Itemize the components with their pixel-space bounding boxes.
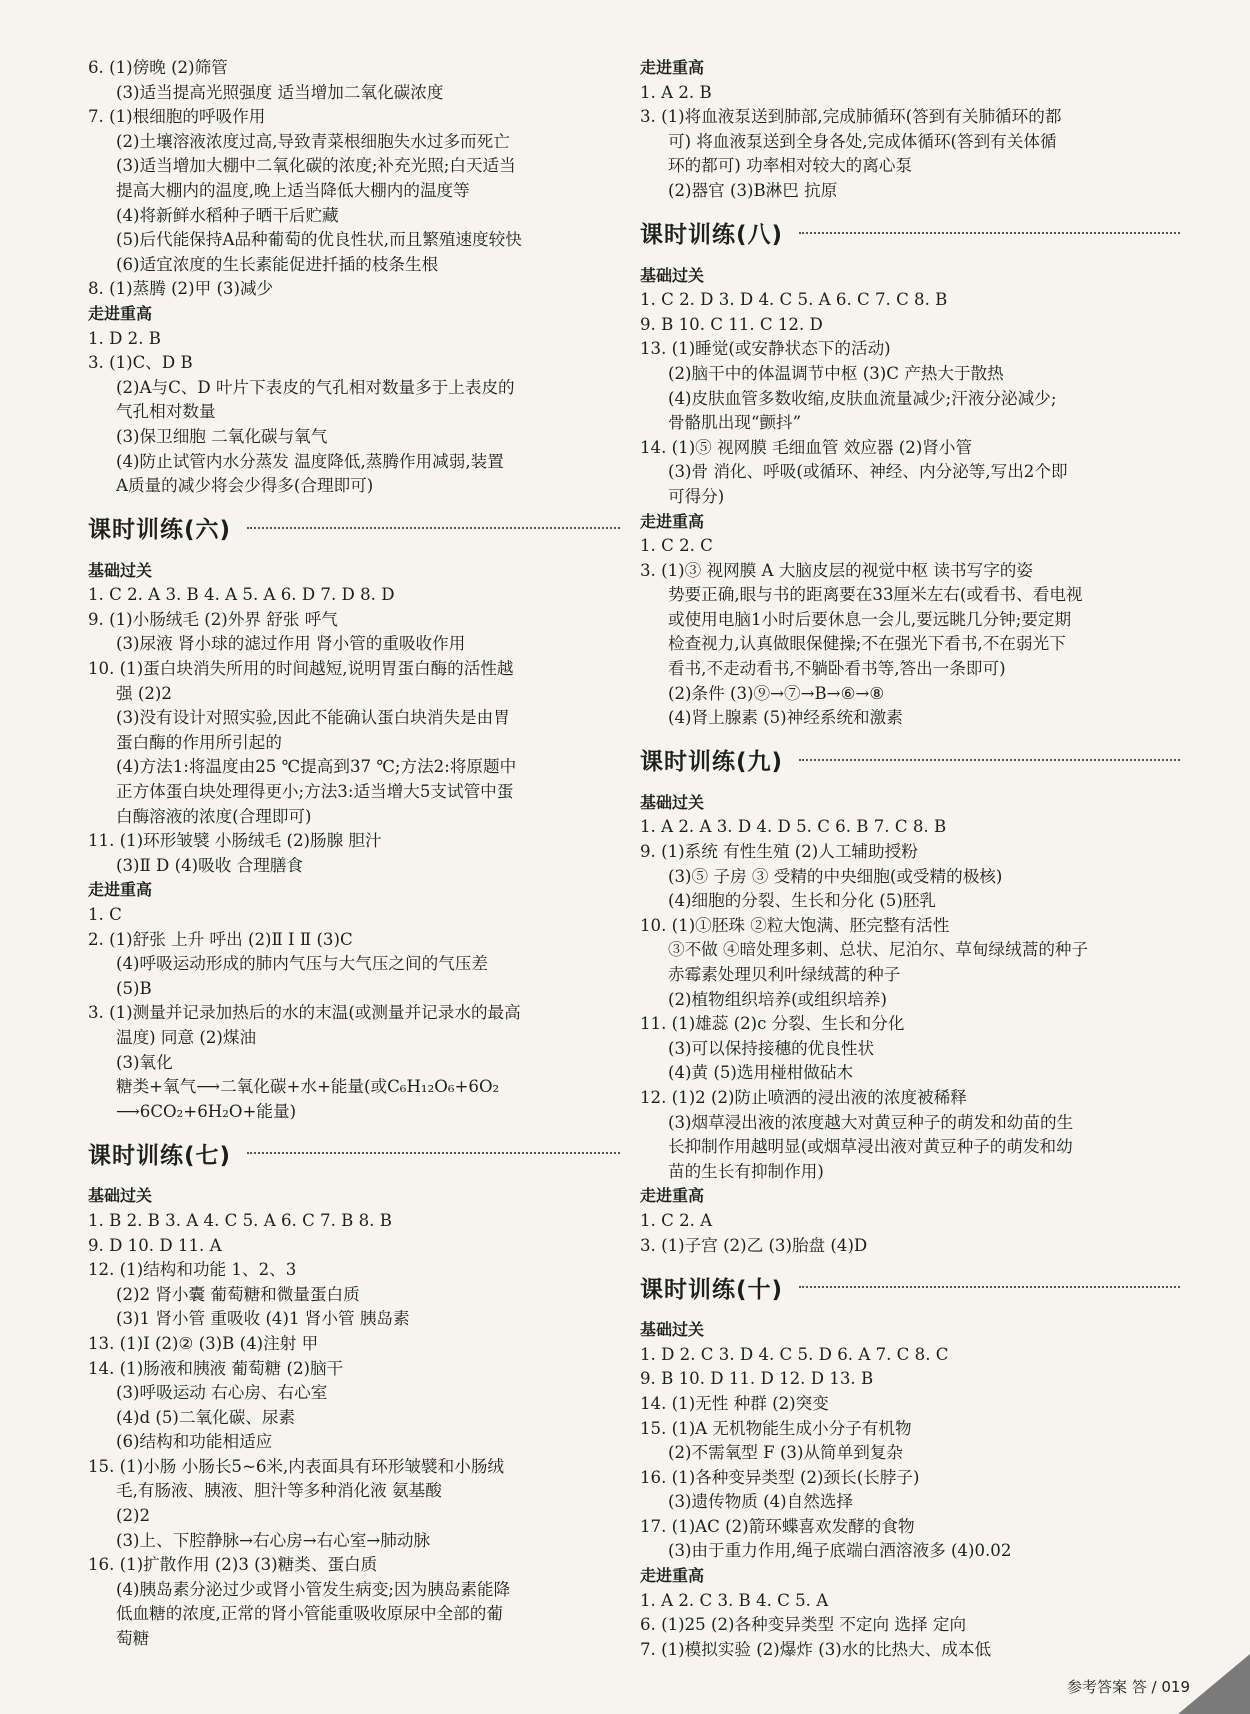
answer-line: 势要正确,眼与书的距离要在33厘米左右(或看书、看电视 xyxy=(668,585,1083,605)
answer-line: (3)尿液 肾小球的滤过作用 肾小管的重吸收作用 xyxy=(116,634,466,654)
answer-line: (3)适当提高光照强度 适当增加二氧化碳浓度 xyxy=(116,82,444,102)
answer-line: 1. D 2. B xyxy=(88,328,161,348)
answer-line: 1. D 2. C 3. D 4. C 5. D 6. A 7. C 8. C xyxy=(640,1344,949,1364)
answer-line: 毛,有肠液、胰液、胆汁等多种消化液 氨基酸 xyxy=(116,1481,442,1501)
answer-line: 提高大棚内的温度,晚上适当降低大棚内的温度等 xyxy=(116,180,470,200)
subsection-label: 走进重高 xyxy=(88,880,153,900)
answer-line: ③不做 ④暗处理多刺、总状、尼泊尔、草甸绿绒蒿的种子 xyxy=(668,940,1089,960)
answer-line: 1. B 2. B 3. A 4. C 5. A 6. C 7. B 8. B xyxy=(88,1210,392,1230)
answer-line: (4)防止试管内水分蒸发 温度降低,蒸腾作用减弱,装置 xyxy=(116,451,504,471)
answer-line: (2)条件 (3)⑨→⑦→B→⑥→⑧ xyxy=(668,683,885,703)
answer-line: (4)将新鲜水稻种子晒干后贮藏 xyxy=(116,205,339,225)
answer-line: 气孔相对数量 xyxy=(116,402,216,422)
answer-line: (5)后代能保持A品种葡萄的优良性状,而且繁殖速度较快 xyxy=(116,230,522,250)
answer-line: 14. (1)⑤ 视网膜 毛细血管 效应器 (2)肾小管 xyxy=(640,437,973,457)
subsection-label: 走进重高 xyxy=(88,303,153,323)
subsection-label: 走进重高 xyxy=(640,1566,705,1586)
section-heading-title: 课时训练(十) xyxy=(640,1276,784,1303)
answer-line: 12. (1)结构和功能 1、2、3 xyxy=(88,1260,297,1280)
section-heading-rule xyxy=(799,1286,1180,1288)
section-heading xyxy=(88,505,620,551)
answer-line: (3)保卫细胞 二氧化碳与氧气 xyxy=(116,426,328,446)
answer-line: (2)植物组织培养(或组织培养) xyxy=(668,989,887,1009)
answer-line: (5)B xyxy=(116,978,152,998)
subsection-label: 基础过关 xyxy=(88,560,153,580)
answer-line: 3. (1)子宫 (2)乙 (3)胎盘 (4)D xyxy=(640,1235,868,1255)
subsection-label: 走进重高 xyxy=(640,511,705,531)
answer-line: (3)由于重力作用,绳子底端白酒溶液多 (4)0.02 xyxy=(668,1541,1012,1561)
section-heading-rule xyxy=(247,527,620,529)
answer-line: (3)⑤ 子房 ③ 受精的中央细胞(或受精的极核) xyxy=(668,866,1003,886)
answer-line: (3)Ⅱ D (4)吸收 合理膳食 xyxy=(116,855,303,875)
answer-line: 赤霉素处理贝利叶绿绒蒿的种子 xyxy=(668,965,901,984)
answer-line: 3. (1)测量并记录加热后的水的末温(或测量并记录水的最高 xyxy=(88,1003,521,1023)
section-heading-title: 课时训练(六) xyxy=(88,517,232,544)
right-column xyxy=(640,56,1180,1662)
answer-line: (3)氧化 xyxy=(116,1052,173,1072)
answer-line: 7. (1)根细胞的呼吸作用 xyxy=(88,107,266,127)
answer-line: 8. (1)蒸腾 (2)甲 (3)减少 xyxy=(88,279,274,299)
answer-line: (4)细胞的分裂、生长和分化 (5)胚乳 xyxy=(668,891,937,911)
answer-line: (4)d (5)二氧化碳、尿素 xyxy=(116,1407,296,1427)
answer-line: (2)2 肾小囊 葡萄糖和微量蛋白质 xyxy=(116,1284,360,1304)
subsection-label: 基础过关 xyxy=(640,1320,705,1340)
answer-line: A质量的减少将会少得多(合理即可) xyxy=(116,476,374,496)
answer-line: (3)没有设计对照实验,因此不能确认蛋白块消失是由胃 xyxy=(116,708,510,728)
answer-line: 1. C 2. D 3. D 4. C 5. A 6. C 7. C 8. B xyxy=(640,290,948,310)
answer-line: 9. (1)小肠绒毛 (2)外界 舒张 呼气 xyxy=(88,609,338,629)
answer-line: 1. C xyxy=(88,905,122,924)
answer-line: 13. (1)睡觉(或安静状态下的活动) xyxy=(640,339,891,359)
answer-line: (6)结构和功能相适应 xyxy=(116,1432,273,1452)
answer-line: (4)皮肤血管多数收缩,皮肤血流量减少;汗液分泌减少; xyxy=(668,388,1057,408)
answer-line: 11. (1)雄蕊 (2)c 分裂、生长和分化 xyxy=(640,1014,905,1034)
answer-line: (4)呼吸运动形成的肺内气压与大气压之间的气压差 xyxy=(116,954,488,974)
answer-line: 看书,不走动看书,不躺卧看书等,答出一条即可) xyxy=(668,659,1006,679)
answer-line: 15. (1)小肠 小肠长5~6米,内表面具有环形皱襞和小肠绒 xyxy=(88,1456,505,1476)
section-heading xyxy=(88,1130,620,1176)
section-heading-rule xyxy=(247,1152,620,1154)
answer-line: 14. (1)肠液和胰液 葡萄糖 (2)脑干 xyxy=(88,1358,344,1378)
answer-line: 1. C 2. C xyxy=(640,536,713,556)
answer-line: 10. (1)蛋白块消失所用的时间越短,说明胃蛋白酶的活性越 xyxy=(88,659,514,679)
answer-line: 17. (1)AC (2)箭环蝶喜欢发酵的食物 xyxy=(640,1516,915,1536)
subsection-label: 基础过关 xyxy=(88,1186,153,1206)
subsection-label: 基础过关 xyxy=(640,792,705,812)
answer-line: (3)可以保持接穗的优良性状 xyxy=(668,1038,875,1058)
answer-line: (2)脑干中的体温调节中枢 (3)C 产热大于散热 xyxy=(668,363,1004,383)
section-heading xyxy=(640,737,1180,783)
answer-line: 检查视力,认真做眼保健操;不在强光下看书,不在弱光下 xyxy=(668,634,1066,654)
answer-line: (4)方法1:将温度由25 ℃提高到37 ℃;方法2:将原题中 xyxy=(116,757,517,777)
section-heading-title: 课时训练(九) xyxy=(640,749,784,776)
answer-line: 7. (1)模拟实验 (2)爆炸 (3)水的比热大、成本低 xyxy=(640,1639,992,1659)
answer-line: 1. C 2. A xyxy=(640,1210,713,1230)
answer-line: (3)骨 消化、呼吸(或循环、神经、内分泌等,写出2个即 xyxy=(668,462,1068,482)
answer-line: (2)器官 (3)B淋巴 抗原 xyxy=(668,180,838,200)
answer-line: 1. C 2. A 3. B 4. A 5. A 6. D 7. D 8. D xyxy=(88,585,395,605)
answer-line: (3)1 肾小管 重吸收 (4)1 肾小管 胰岛素 xyxy=(116,1309,410,1329)
answer-line: (3)上、下腔静脉→右心房→右心室→肺动脉 xyxy=(116,1530,431,1550)
answer-line: 3. (1)C、D B xyxy=(88,353,193,373)
answer-line: 1. A 2. B xyxy=(640,82,712,102)
answer-line: 可得分) xyxy=(668,486,725,506)
answer-line: 萄糖 xyxy=(116,1629,150,1649)
answer-line: 强 (2)2 xyxy=(116,683,172,703)
answer-line: 温度) 同意 (2)煤油 xyxy=(116,1027,257,1047)
answer-line: ⟶6CO₂+6H₂O+能量) xyxy=(116,1101,297,1121)
answer-line: 9. B 10. D 11. D 12. D 13. B xyxy=(640,1369,874,1389)
answer-line: 14. (1)无性 种群 (2)突变 xyxy=(640,1393,829,1413)
answer-line: 9. (1)系统 有性生殖 (2)人工辅助授粉 xyxy=(640,842,918,862)
answer-line: 3. (1)③ 视网膜 A 大脑皮层的视觉中枢 读书写字的姿 xyxy=(640,560,1033,580)
answer-line: 环的都可) 功率相对较大的离心泵 xyxy=(668,156,913,176)
subsection-label: 走进重高 xyxy=(640,58,705,77)
answer-line: 16. (1)各种变异类型 (2)颈长(长脖子) xyxy=(640,1467,920,1487)
answer-line: 可) 将血液泵送到全身各处,完成体循环(答到有关体循 xyxy=(668,131,1057,151)
answer-line: (3)适当增加大棚中二氧化碳的浓度;补充光照;白天适当 xyxy=(116,156,516,176)
answer-line: 低血糖的浓度,正常的肾小管能重吸收原尿中全部的葡 xyxy=(116,1604,503,1624)
answer-line: (4)黄 (5)选用椪柑做砧木 xyxy=(668,1063,854,1083)
answer-line: (4)肾上腺素 (5)神经系统和激素 xyxy=(668,708,903,728)
answer-line: 13. (1)Ⅰ (2)② (3)B (4)注射 甲 xyxy=(88,1333,319,1353)
answer-line: (2)土壤溶液浓度过高,导致青菜根细胞失水过多而死亡 xyxy=(116,131,510,151)
answer-line: 9. B 10. C 11. C 12. D xyxy=(640,314,823,334)
subsection-label: 走进重高 xyxy=(640,1186,705,1206)
answer-line: 长抑制作用越明显(或烟草浸出液对黄豆种子的萌发和幼 xyxy=(668,1137,1073,1157)
answer-line: 1. A 2. A 3. D 4. D 5. C 6. B 7. C 8. B xyxy=(640,817,947,837)
answer-line: 10. (1)①胚珠 ②粒大饱满、胚完整有活性 xyxy=(640,915,950,935)
answer-line: (2)A与C、D 叶片下表皮的气孔相对数量多于上表皮的 xyxy=(116,377,515,397)
answer-line: 1. A 2. C 3. B 4. C 5. A xyxy=(640,1590,829,1610)
answer-line: 15. (1)A 无机物能生成小分子有机物 xyxy=(640,1418,912,1438)
answer-line: 3. (1)将血液泵送到肺部,完成肺循环(答到有关肺循环的都 xyxy=(640,107,1062,127)
answer-line: (3)烟草浸出液的浓度越大对黄豆种子的萌发和幼苗的生 xyxy=(668,1112,1074,1132)
answer-line: 9. D 10. D 11. A xyxy=(88,1235,222,1255)
answer-line: 骨骼肌出现“颤抖” xyxy=(668,413,802,433)
answer-line: 正方体蛋白块处理得更小;方法3:适当增大5支试管中蛋 xyxy=(116,782,514,802)
section-heading-title: 课时训练(八) xyxy=(640,222,784,249)
left-column xyxy=(88,56,620,1652)
section-heading-title: 课时训练(七) xyxy=(88,1142,232,1169)
answer-line: (2)2 xyxy=(116,1506,151,1526)
answer-line: 白酶溶液的浓度(合理即可) xyxy=(116,806,312,826)
answer-line: 蛋白酶的作用所引起的 xyxy=(116,732,282,752)
answer-line: 糖类+氧气⟶二氧化碳+水+能量(或C₆H₁₂O₆+6O₂ xyxy=(116,1077,500,1097)
answer-line: 16. (1)扩散作用 (2)3 (3)糖类、蛋白质 xyxy=(88,1555,378,1575)
page-footer: 参考答案 答 / 019 xyxy=(1067,1678,1190,1696)
subsection-label: 基础过关 xyxy=(640,265,705,285)
answer-line: 6. (1)傍晚 (2)筛管 xyxy=(88,58,228,77)
section-heading-rule xyxy=(799,232,1180,234)
section-heading xyxy=(640,210,1180,256)
answer-line: 11. (1)环形皱襞 小肠绒毛 (2)肠腺 胆汁 xyxy=(88,831,382,851)
answer-line: 苗的生长有抑制作用) xyxy=(668,1161,824,1181)
answer-line: 6. (1)25 (2)各种变异类型 不定向 选择 定向 xyxy=(640,1615,967,1635)
answer-line: (4)胰岛素分泌过少或肾小管发生病变;因为胰岛素能降 xyxy=(116,1579,511,1599)
answer-line: 或使用电脑1小时后要休息一会儿,要远眺几分钟;要定期 xyxy=(668,609,1072,629)
answer-line: 12. (1)2 (2)防止喷洒的浸出液的浓度被稀释 xyxy=(640,1087,967,1107)
answer-line: (3)呼吸运动 右心房、右心室 xyxy=(116,1383,328,1403)
answer-line: (2)不需氧型 F (3)从简单到复杂 xyxy=(668,1443,904,1463)
answer-line: (6)适宜浓度的生长素能促进扦插的枝条生根 xyxy=(116,254,439,274)
page-corner-decoration xyxy=(1178,1654,1250,1714)
answer-line: 2. (1)舒张 上升 呼出 (2)Ⅱ Ⅰ Ⅱ (3)C xyxy=(88,929,353,949)
section-heading xyxy=(640,1264,1180,1310)
section-heading-rule xyxy=(799,759,1180,761)
answer-line: (3)遗传物质 (4)自然选择 xyxy=(668,1492,854,1512)
